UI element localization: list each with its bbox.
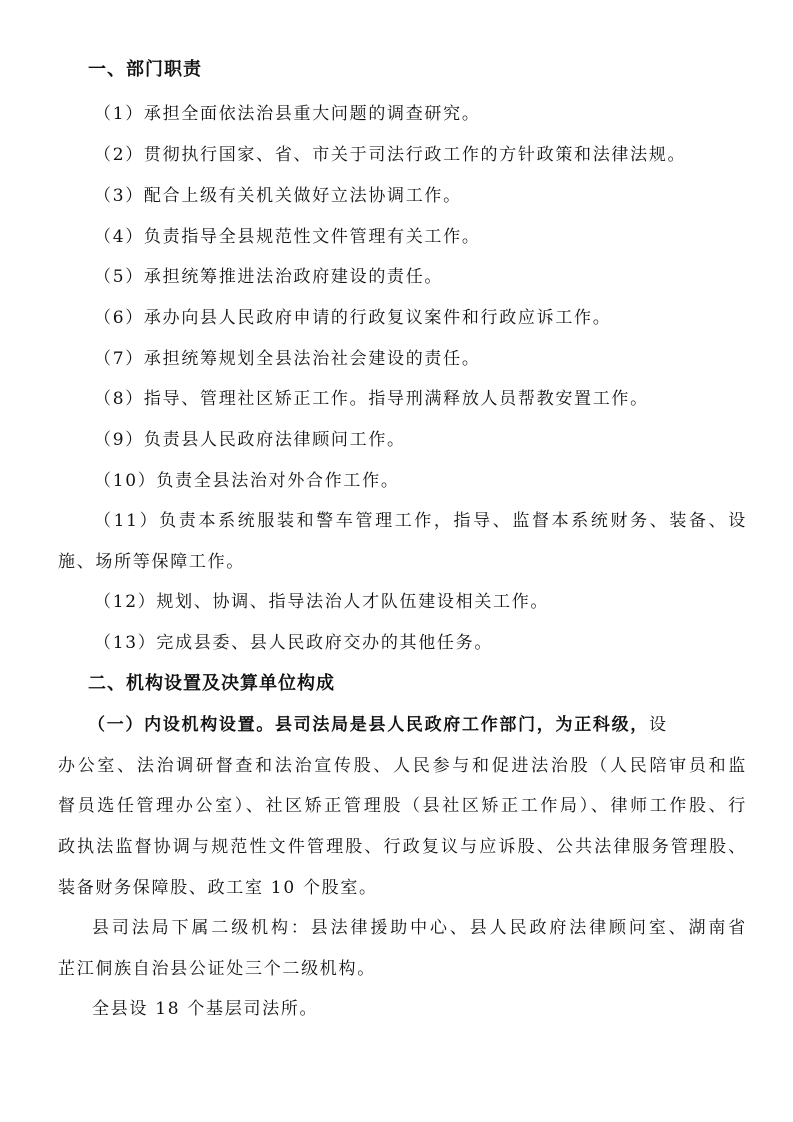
subsection1-line-2: 办公室、法治调研督查和法治宣传股、人民参与和促进法治股（人民陪审员和监 [58, 756, 747, 776]
secondary-agencies-line2: 芷江侗族自治县公证处三个二级机构。 [58, 959, 376, 979]
duty-item-4: （4）负责指导全县规范性文件管理有关工作。 [94, 227, 481, 247]
subsection1-bold-lead: （一）内设机构设置。县司法局是县人民政府工作部门，为正科级， [88, 715, 649, 735]
duty-item-9: （9）负责县人民政府法律顾问工作。 [94, 430, 406, 450]
subsection1-line-3: 督员选任管理办公室）、社区矫正管理股（县社区矫正工作局）、律师工作股、行 [58, 796, 747, 816]
duty-item-3: （3）配合上级有关机关做好立法协调工作。 [94, 186, 462, 206]
grassroots-offices-line: 全县设 18 个基层司法所。 [92, 999, 319, 1019]
duty-item-13: （13）完成县委、县人民政府交办的其他任务。 [94, 633, 494, 653]
duty-item-12: （12）规划、协调、指导法治人才队伍建设相关工作。 [94, 592, 550, 612]
duty-item-5: （5）承担统筹推进法治政府建设的责任。 [94, 267, 444, 287]
duty-item-8: （8）指导、管理社区矫正工作。指导刑满释放人员帮教安置工作。 [94, 389, 649, 409]
duty-item-1: （1）承担全面依法治县重大问题的调查研究。 [94, 104, 481, 124]
duty-item-11-line1: （11）负责本系统服装和警车管理工作，指导、监督本系统财务、装备、设 [94, 511, 747, 531]
duty-item-6: （6）承办向县人民政府申请的行政复议案件和行政应诉工作。 [94, 308, 612, 328]
duty-item-10: （10）负责全县法治对外合作工作。 [94, 471, 400, 491]
section1-heading: 一、部门职责 [88, 59, 202, 80]
subsection1-lead-rest: 设 [649, 715, 668, 735]
section2-heading: 二、机构设置及决算单位构成 [88, 673, 335, 694]
duty-item-7: （7）承担统筹规划全县法治社会建设的责任。 [94, 349, 481, 369]
duty-item-11-line2: 施、场所等保障工作。 [58, 552, 245, 572]
subsection1-first-line [88, 713, 747, 737]
subsection1-line-4: 政执法监督协调与规范性文件管理股、行政复议与应诉股、公共法律服务管理股、 [58, 837, 747, 857]
subsection1-line-5: 装备财务保障股、政工室 10 个股室。 [58, 878, 378, 898]
duty-item-2: （2）贯彻执行国家、省、市关于司法行政工作的方针政策和法律法规。 [94, 145, 687, 165]
secondary-agencies-line1: 县司法局下属二级机构：县法律援助中心、县人民政府法律顾问室、湖南省 [92, 918, 747, 938]
